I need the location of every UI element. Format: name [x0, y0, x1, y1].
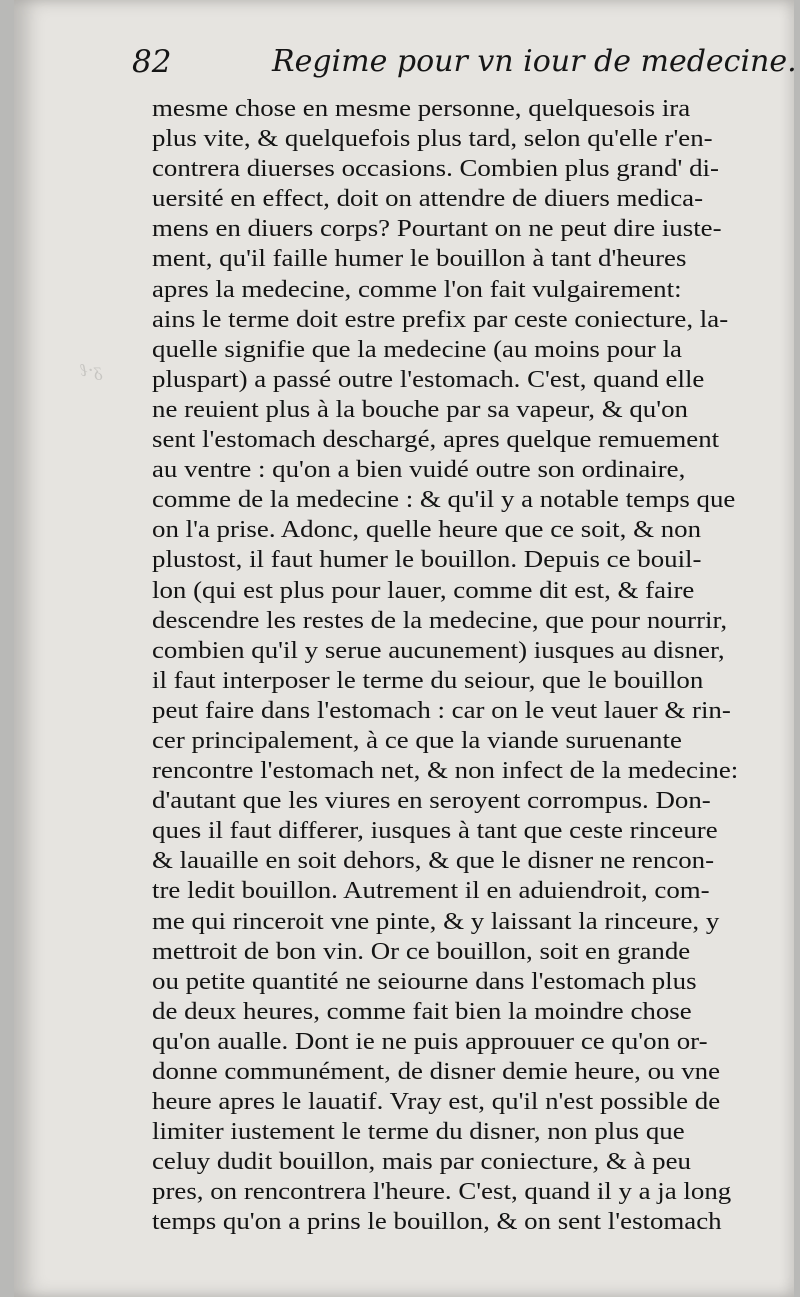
text-line: limiter iustement le terme du disner, non plus que: [152, 1119, 685, 1146]
text-line: heure apres le lauatif. Vray est, qu'il n'est possible de: [152, 1089, 721, 1116]
text-line: ou petite quantité ne seiourne dans l'estomach plus: [152, 968, 697, 995]
text-line: on l'a prise. Adonc, quelle heure que ce soit, & non: [152, 517, 702, 544]
text-line: qu'on aualle. Dont ie ne puis approuuer ce qu'on or-: [152, 1028, 708, 1055]
book-page: [14, 0, 797, 1297]
text-line: mesme chose en mesme personne, quelquesois ira: [152, 96, 691, 122]
body-text: [152, 94, 757, 1238]
text-line: uersité en effect, doit on attendre de diuers medica-: [152, 186, 704, 213]
text-line: sent l'estomach deschargé, apres quelque remuement: [152, 427, 720, 454]
text-line: d'autant que les viures en seroyent corrompus. Don-: [152, 788, 711, 815]
text-line: & lauaille en soit dehors, & que le disner ne rencon-: [152, 848, 715, 875]
text-line: pres, on rencontrera l'heure. C'est, quand il y a ja long: [152, 1179, 732, 1206]
text-line: donne communément, de disner demie heure, ou vne: [152, 1059, 721, 1085]
text-line: ains le terme doit estre prefix par ceste coniecture, la-: [152, 306, 729, 333]
text-line: mettroit de bon vin. Or ce bouillon, soit en grande: [152, 938, 691, 965]
text-line: me qui rinceroit vne pinte, & y laissant la rinceure, y: [152, 908, 720, 935]
text-line: ques il faut differer, iusques à tant que ceste rinceure: [152, 818, 718, 845]
page-header: [132, 40, 797, 90]
text-line: mens en diuers corps? Pourtant on ne peut dire iuste-: [152, 216, 722, 243]
text-line: rencontre l'estomach net, & non infect de la medecine:: [152, 758, 739, 785]
text-line: peut faire dans l'estomach : car on le veut lauer & rin-: [152, 697, 731, 724]
text-line: lon (qui est plus pour lauer, comme dit est, & faire: [152, 577, 695, 604]
text-line: contrera diuerses occasions. Combien plus grand' di-: [152, 156, 719, 183]
text-line: cer principalement, à ce que la viande suruenante: [152, 727, 682, 754]
text-line: pluspart) a passé outre l'estomach. C'est, quand elle: [152, 366, 705, 393]
text-line: descendre les restes de la medecine, que pour nourrir,: [152, 607, 728, 634]
text-line: comme de la medecine : & qu'il y a notable temps que: [152, 487, 736, 514]
text-line: temps qu'on a prins le bouillon, & on sent l'estomach: [152, 1209, 722, 1236]
text-line: combien qu'il y serue aucunement) iusques au disner,: [152, 637, 725, 664]
text-line: plus vite, & quelquefois plus tard, selon qu'elle r'en-: [152, 126, 713, 153]
text-line: de deux heures, comme fait bien la moindre chose: [152, 998, 692, 1025]
page-number: 82: [132, 44, 172, 80]
text-line: ment, qu'il faille humer le bouillon à tant d'heures: [152, 246, 687, 273]
running-title: Regime pour vn iour de medecine.: [272, 44, 797, 79]
text-line: il faut interposer le terme du seiour, que le bouillon: [152, 667, 704, 694]
text-line: tre ledit bouillon. Autrement il en aduiendroit, com-: [152, 878, 710, 905]
text-line: celuy dudit bouillon, mais par coniecture, & à peu: [152, 1149, 691, 1176]
text-line: au ventre : qu'on a bien vuidé outre son ordinaire,: [152, 457, 686, 484]
show-through-text: ᵹ·ℓ: [80, 360, 102, 381]
text-line: plustost, il faut humer le bouillon. Depuis ce bouil-: [152, 547, 702, 574]
text-line: ne reuient plus à la bouche par sa vapeur, & qu'on: [152, 396, 688, 423]
text-line: quelle signifie que la medecine (au moins pour la: [152, 336, 682, 363]
text-line: apres la medecine, comme l'on fait vulgairement:: [152, 276, 682, 303]
